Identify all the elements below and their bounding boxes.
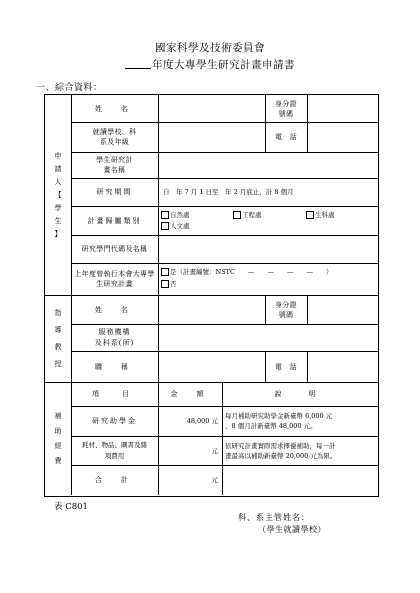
funding-row-supplies-item: 耗材、物品、圖書及雜 項費用 [82, 440, 147, 460]
field-code-label: 研究學門代碼及名稱 [81, 245, 148, 253]
prior-project-label: 上年度曾執行本會大專學生研究計畫 [74, 270, 155, 288]
prior-yes-option[interactable]: 是（計畫編號：NSTC — — — — ） [161, 267, 332, 277]
funding-row-total-item: 合 計 [95, 476, 134, 484]
category-options [161, 210, 378, 232]
section-heading: 一、綜合資料： [36, 83, 103, 93]
advisor-phone-field[interactable] [307, 351, 378, 382]
field-code-field[interactable] [158, 235, 378, 263]
funding-row-supplies-note: 依研究計畫實際需求擇優補助，每一計 畫最高以補助新臺幣 20,000 元為限。 [225, 441, 337, 460]
applicant-phone-field[interactable] [307, 122, 378, 152]
checkbox-icon[interactable] [161, 280, 169, 288]
applicant-id-field[interactable] [307, 95, 378, 122]
applicant-phone-label: 電 話 [275, 133, 297, 141]
agency-title: 國家科學及技術委員會 [155, 42, 265, 54]
funding-row-supplies-amount[interactable]: 元 [211, 446, 218, 455]
advisor-name-field[interactable] [158, 295, 265, 324]
period-label: 研究期間 [96, 188, 133, 196]
funding-row-stipend-amount[interactable]: 48,000 元 [186, 417, 218, 425]
funding-amount-header: 金 額 [170, 390, 210, 398]
category-option-engineering[interactable]: 工程處 [233, 210, 262, 220]
year-blank[interactable] [125, 58, 151, 69]
project-title-label: 學生研究計畫名稱 [96, 156, 133, 174]
applicant-school-label: 就讀學校、科系及年級 [92, 128, 137, 146]
applicant-id-label: 身分證號碼 [275, 99, 297, 118]
checkbox-icon[interactable] [161, 222, 169, 230]
funding-note-header: 說 明 [274, 390, 326, 398]
category-label: 計畫歸屬類別 [87, 216, 142, 225]
project-title-field[interactable] [158, 152, 378, 178]
signature-note: （學生就讀學校） [258, 525, 326, 534]
applicant-school-field[interactable] [158, 122, 265, 152]
funding-group-label: 補 助 經 費 [54, 411, 62, 465]
form-code: 表 C801 [54, 502, 88, 512]
advisor-id-label: 身分證號碼 [275, 300, 297, 319]
prior-no-option[interactable]: 否 [161, 279, 177, 289]
funding-row-total-amount[interactable]: 元 [211, 476, 218, 484]
advisor-name-label: 姓 名 [95, 305, 134, 314]
checkbox-icon[interactable] [161, 211, 169, 219]
advisor-group-label: 指 導 教 授 [54, 308, 62, 368]
signature-label: 科、系主管姓名： [238, 513, 310, 522]
advisor-phone-label: 電 話 [275, 362, 297, 371]
application-form-table [44, 94, 379, 497]
funding-row-stipend-item: 研究助學金 [92, 417, 137, 425]
advisor-title-field[interactable] [158, 351, 265, 382]
advisor-org-field[interactable] [158, 324, 378, 351]
category-option-humanities[interactable]: 人文處 [161, 221, 190, 231]
advisor-org-label: 服務機構 及科系(所) [94, 327, 135, 347]
category-option-natural[interactable]: 自然處 [161, 210, 190, 220]
applicant-name-label: 姓 名 [95, 104, 134, 113]
funding-row-stipend-note: 每月補助研究助學金新臺幣 6,000 元 、8 個月計新臺幣 48,000 元。 [225, 412, 333, 430]
applicant-group-label: 申 請 人 【 學 生 】 [54, 151, 62, 238]
advisor-id-field[interactable] [307, 295, 378, 324]
funding-row-total-note [222, 465, 378, 495]
category-option-life-science[interactable]: 生科處 [306, 210, 335, 220]
applicant-name-field[interactable] [158, 95, 265, 122]
checkbox-icon[interactable] [233, 211, 241, 219]
period-text: 自 年 7 月 1 日至 年 2 月底止，計 8 個月 [163, 188, 294, 196]
funding-item-header: 項 目 [92, 390, 137, 398]
form-subtitle: 年度大專學生研究計畫申請書 [0, 57, 420, 72]
checkbox-icon[interactable] [306, 211, 314, 219]
checkbox-icon[interactable] [161, 268, 169, 276]
advisor-title-label: 職 稱 [95, 362, 134, 371]
